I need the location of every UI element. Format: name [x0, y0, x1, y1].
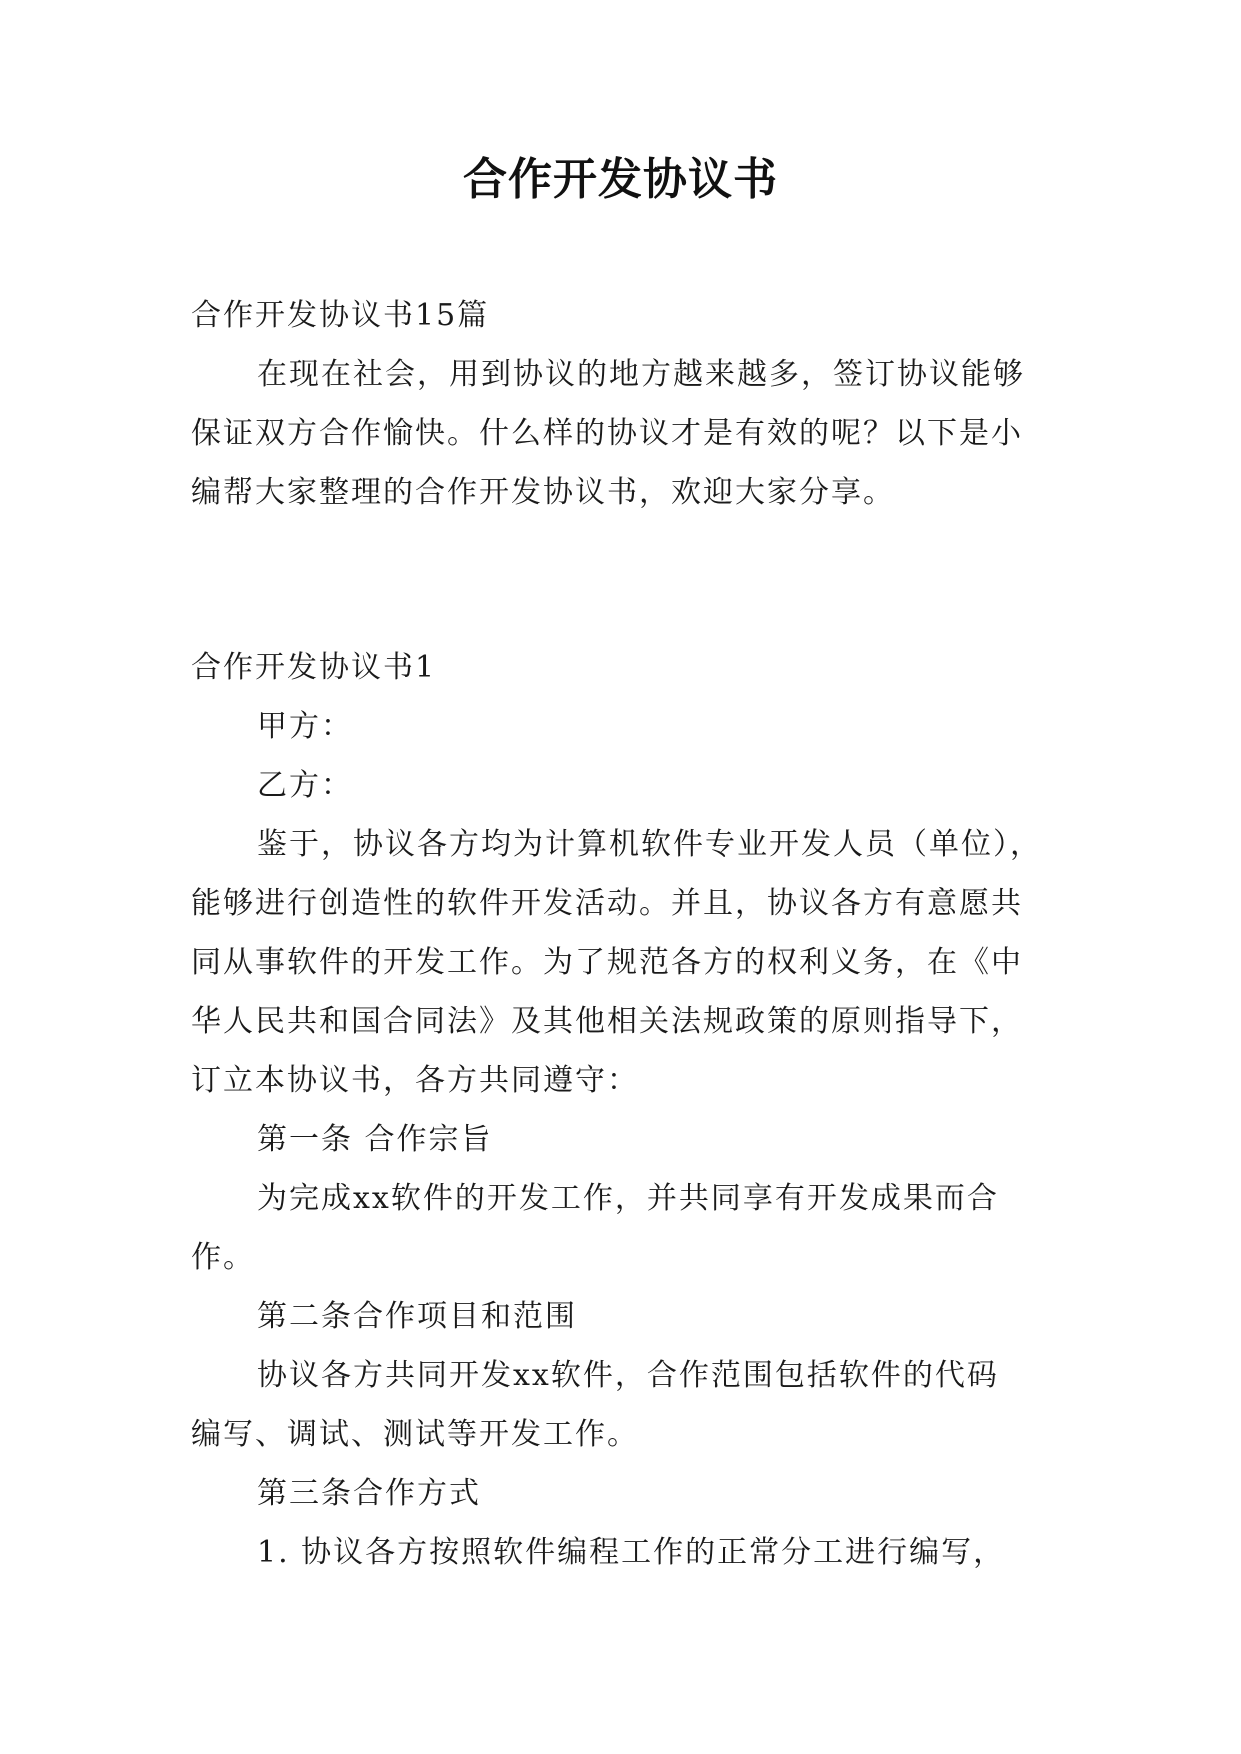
section-heading: 合作开发协议书1: [191, 650, 437, 685]
paragraph-line: 订立本协议书，各方共同遵守：: [191, 1063, 639, 1098]
party-a-line: 甲方：: [257, 709, 353, 744]
document-body: [191, 286, 1071, 1582]
paragraph-line: 作。: [191, 1240, 255, 1275]
paragraph-line: 1. 协议各方按照软件编程工作的正常分工进行编写，: [257, 1535, 1006, 1570]
intro-line: 在现在社会，用到协议的地方越来越多，签订协议能够: [257, 357, 1025, 392]
paragraph-line: 协议各方共同开发xx软件，合作范围包括软件的代码: [257, 1358, 999, 1393]
paragraph-line: 为完成xx软件的开发工作，并共同享有开发成果而合: [257, 1181, 999, 1216]
paragraph-line: 鉴于，协议各方均为计算机软件专业开发人员（单位），: [257, 827, 1042, 862]
section-gap: [191, 522, 1071, 638]
paragraph-line: 能够进行创造性的软件开发活动。并且，协议各方有意愿共: [191, 886, 1023, 921]
paragraph-line: 华人民共和国合同法》及其他相关法规政策的原则指导下，: [191, 1004, 1023, 1039]
intro-line: 编帮大家整理的合作开发协议书，欢迎大家分享。: [191, 475, 895, 510]
document-title: 合作开发协议书: [463, 154, 778, 205]
article-heading: 第二条合作项目和范围: [257, 1299, 577, 1334]
paragraph-line: 编写、调试、测试等开发工作。: [191, 1417, 639, 1452]
subtitle-line: 合作开发协议书15篇: [191, 298, 490, 333]
paragraph-line: 同从事软件的开发工作。为了规范各方的权利义务，在《中: [191, 945, 1023, 980]
article-heading: 第三条合作方式: [257, 1476, 481, 1511]
intro-line: 保证双方合作愉快。什么样的协议才是有效的呢？以下是小: [191, 416, 1023, 451]
party-b-line: 乙方：: [257, 768, 353, 803]
article-heading: 第一条 合作宗旨: [257, 1122, 493, 1157]
